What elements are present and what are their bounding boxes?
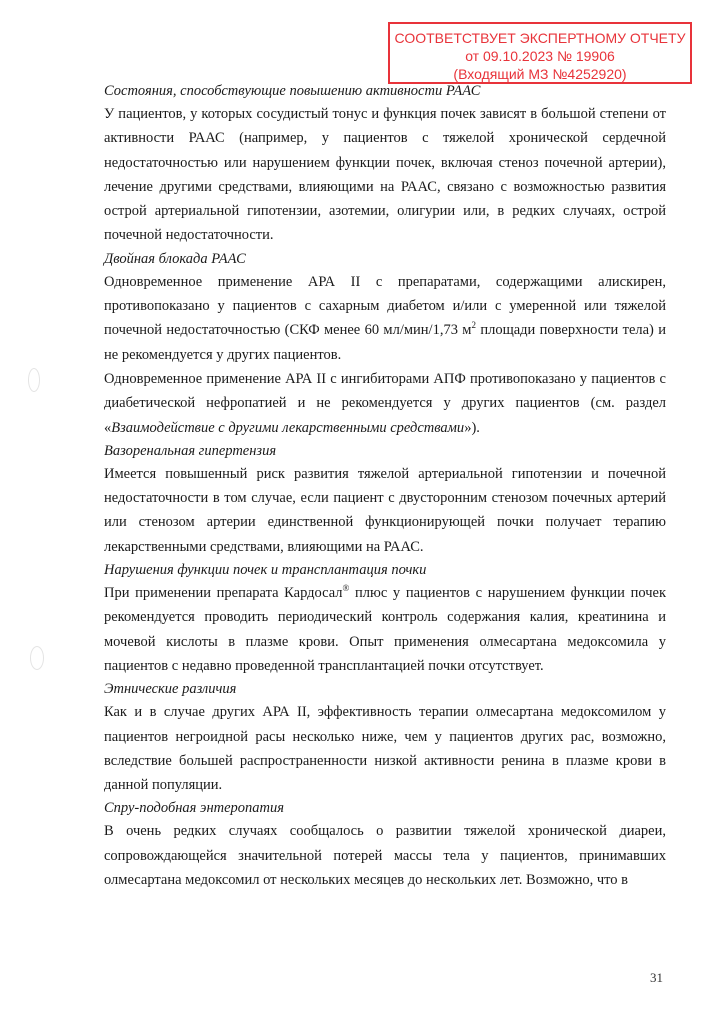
heading-renal-impairment: Нарушения функции почек и трансплантация почки (104, 562, 427, 579)
stamp-line-2: от 09.10.2023 № 19906 (465, 48, 615, 64)
heading-double-blockade: Двойная блокада РААС (104, 250, 246, 267)
heading-sprue-enteropathy: Спру-подобная энтеропатия (104, 800, 285, 817)
scan-mark-2 (30, 646, 44, 670)
paragraph-raas-activity: У пациентов, у которых сосудистый тонус и функция почек зависят в большой степени от активности РААС (например, у пациентов с тяжелой хронической сердечной недостаточностью или нарушением функции почек, включая стеноз почечной артерии), лечение другими средствами, влияющими на РААС, связано с возможностью развития острой артериальной гипотензии, азотемии, олигурии или, в редких случаях, острой почечной недостаточности. (104, 106, 666, 244)
scan-mark-1 (28, 368, 40, 392)
paragraph-renal-impairment: При применении препарата Кардосал® плюс у пациентов с нарушением функции почек рекомендуется проводить периодический контроль содержания калия, креатинина и мочевой кислоты в плазме крови. Опыт применения олмесартана медоксомила у пациентов с недавно проведенной трансплантацией почки отсутствует. (104, 583, 666, 674)
paragraph-double-blockade-2: Одновременное применение АРА II с ингибиторами АПФ противопоказано у пациентов с диабетической нефропатией и не рекомендуется у других пациентов (см. раздел «Взаимодействие с другими лекарственными средствами»). (104, 370, 666, 436)
paragraph-ethnic-differences: Как и в случае других АРА II, эффективность терапии олмесартана медоксомилом у пациентов негроидной расы несколько ниже, чем у пациентов других рас, возможно, вследствие большей распространенности низкой активности ренина в плазме крови в данной популяции. (104, 704, 666, 794)
page-number: 31 (650, 970, 663, 985)
paragraph-sprue-enteropathy: В очень редких случаях сообщалось о развитии тяжелой хронической диареи, сопровождающейся значительной потерей массы тела у пациентов, принимавших олмесартана медоксомил от нескольких месяцев до нескольких лет. Возможно, что в (104, 823, 666, 889)
heading-renovascular-hypertension: Вазоренальная гипертензия (104, 442, 277, 459)
approval-stamp (388, 22, 692, 84)
heading-ethnic-differences: Этнические различия (104, 681, 237, 698)
paragraph-renovascular-hypertension: Имеется повышенный риск развития тяжелой артериальной гипотензии и почечной недостаточности в том случае, если пациент с двусторонним стенозом почечных артерий или стенозом артерии единственной функционирующей почки получает терапию лекарственными средствами, влияющими на РААС. (104, 465, 666, 555)
paragraph-double-blockade-1: Одновременное применение АРА II с препаратами, содержащими алискирен, противопоказано у пациентов с сахарным диабетом и/или с умеренной или тяжелой почечной недостаточностью (СКФ менее 60 мл/мин/1,73 $м^2$ площади поверхности тела) и не рекомендуется у других пациентов. (104, 273, 666, 363)
heading-raas-activity: Состояния, способствующие повышению активности РААС (104, 83, 481, 99)
stamp-line-3: (Входящий МЗ №4252920) (453, 66, 627, 82)
stamp-line-1: СООТВЕТСТВУЕТ ЭКСПЕРТНОМУ ОТЧЕТУ (394, 30, 686, 46)
document-body (104, 80, 666, 892)
